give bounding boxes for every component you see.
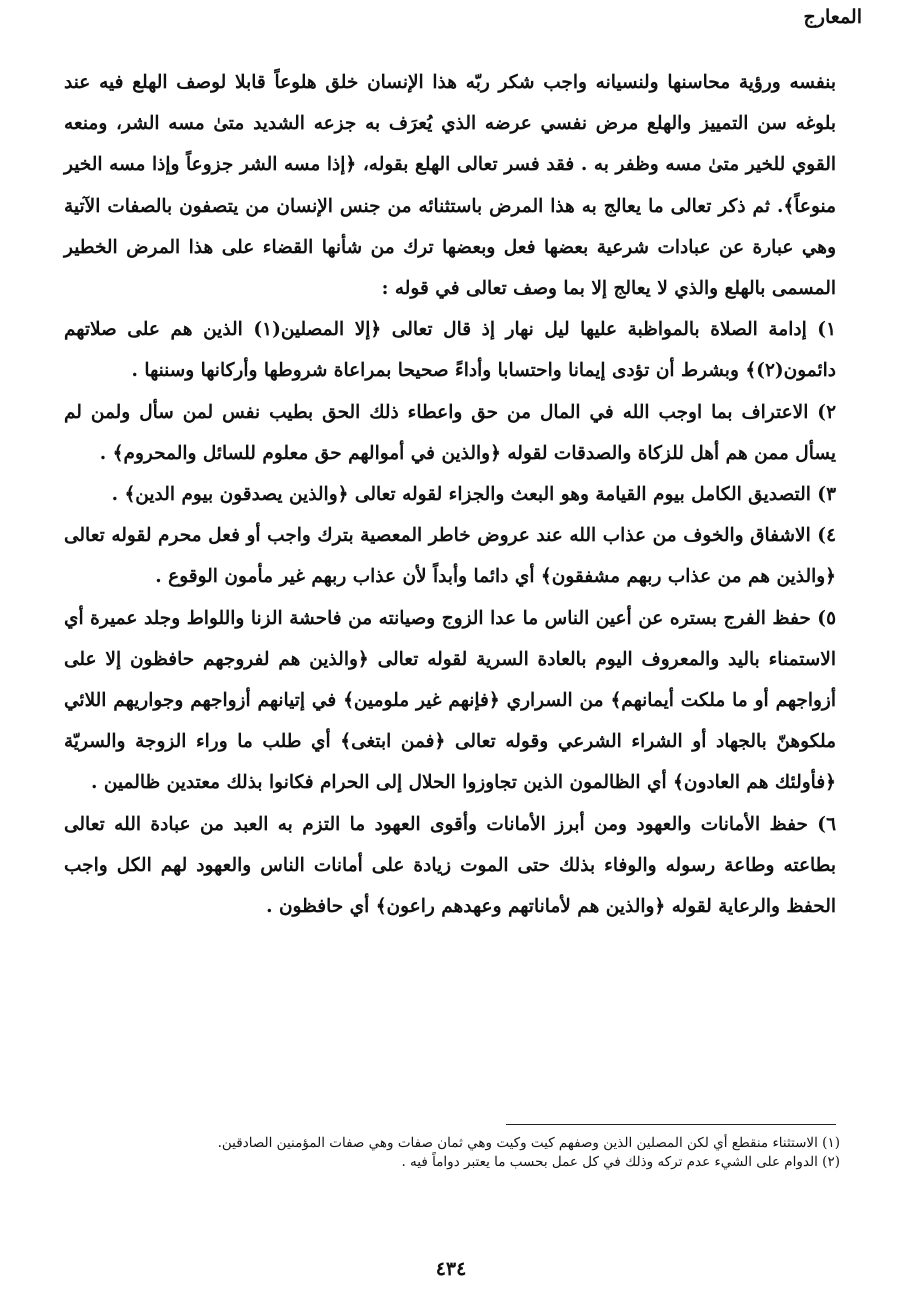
footnote-divider — [506, 1124, 836, 1125]
footnote: (٢) الدوام على الشيء عدم تركه وذلك في كل عمل بحسب ما يعتبر دواماً فيه . — [401, 1154, 840, 1170]
list-item: ٦) حفظ الأمانات والعهود ومن أبرز الأمانات وأقوى العهود ما التزم به العبد من عبادة الله تعالى بطاعته وطاعة رسوله والوفاء بذلك حتى الموت زيادة على أمانات الناس والعهود لهم الكل واجب الحفظ والرعاية لقوله ﴿والذين هم لأماناتهم وعهدهم راعون﴾ أي حافظون . — [64, 813, 836, 918]
intro-paragraph: بنفسه ورؤية محاسنها ولنسيانه واجب شكر ربّه هذا الإنسان خلق هلوعاً قابلا لوصف الهلع فيه عند بلوغه سن التمييز والهلع مرض نفسي عرضه الذي يُعرَف به جزعه الشديد متىٰ مسه الشر، ومنعه القوي للخير متىٰ مسه وظفر به . فقد فسر تعالى الهلع بقوله، ﴿إذا مسه الشر جزوعاً وإذا مسه الخير منوعاً﴾. ثم ذكر تعالى ما يعالج به هذا المرض باستثنائه من جنس الإنسان من يتصفون بالصفات الآتية وهي عبارة عن عبادات شرعية بعضها فعل وبعضها ترك من شأنها القضاء على هذا المرض الخطير المسمى بالهلع والذي لا يعالج إلا بما وصف تعالى في قوله : — [64, 72, 836, 300]
list-item: ٤) الاشفاق والخوف من عذاب الله عند عروض خاطر المعصية بترك واجب أو فعل محرم لقوله تعالى ﴿والذين هم من عذاب ربهم مشفقون﴾ أي دائما وأبداً لأن عذاب ربهم غير مأمون الوقوع . — [64, 525, 836, 588]
page-number: ٤٣٤ — [435, 1258, 467, 1280]
main-text — [64, 62, 836, 927]
running-title: المعارج — [803, 6, 862, 28]
list-item: ٣) التصديق الكامل بيوم القيامة وهو البعث والجزاء لقوله تعالى ﴿والذين يصدقون بيوم الدين﴾ . — [111, 484, 836, 506]
list-item: ٢) الاعتراف بما اوجب الله في المال من حق واعطاء ذلك الحق بطيب نفس لمن سأل ولمن لم يسأل ممن هم أهل للزكاة والصدقات لقوله ﴿والذين في أموالهم حق معلوم للسائل والمحروم﴾ . — [64, 401, 836, 464]
footnote: (١) الاستثناء منقطع أي لكن المصلين الذين وصفهم كيت وكيت وهي ثمان صفات وهي صفات المؤمنين الصادقين. — [217, 1135, 840, 1151]
list-item: ١) إدامة الصلاة بالمواظبة عليها ليل نهار إذ قال تعالى ﴿إلا المصلين(١) الذين هم على صلاتهم دائمون(٢)﴾ وبشرط أن تؤدى إيمانا واحتسابا وأداءً صحيحا بمراعاة شروطها وأركانها وسننها . — [64, 319, 836, 382]
list-item: ٥) حفظ الفرج بستره عن أعين الناس ما عدا الزوج وصيانته من فاحشة الزنا واللواط وجلد عميرة أي الاستمناء باليد والمعروف اليوم بالعادة السرية لقوله تعالى ﴿والذين هم لفروجهم حافظون إلا على أزواجهم أو ما ملكت أيمانهم﴾ من السراري ﴿فإنهم غير ملومين﴾ في إتيانهم أزواجهم وجواريهم اللائي ملكوهنّ بالجهاد أو الشراء الشرعي وقوله تعالى ﴿فمن ابتغى﴾ أي طلب ما وراء الزوجة والسريّة ﴿فأولئك هم العادون﴾ أي الظالمون الذين تجاوزوا الحلال إلى الحرام فكانوا بذلك معتدين ظالمين . — [64, 607, 836, 794]
footnotes — [64, 1134, 840, 1172]
